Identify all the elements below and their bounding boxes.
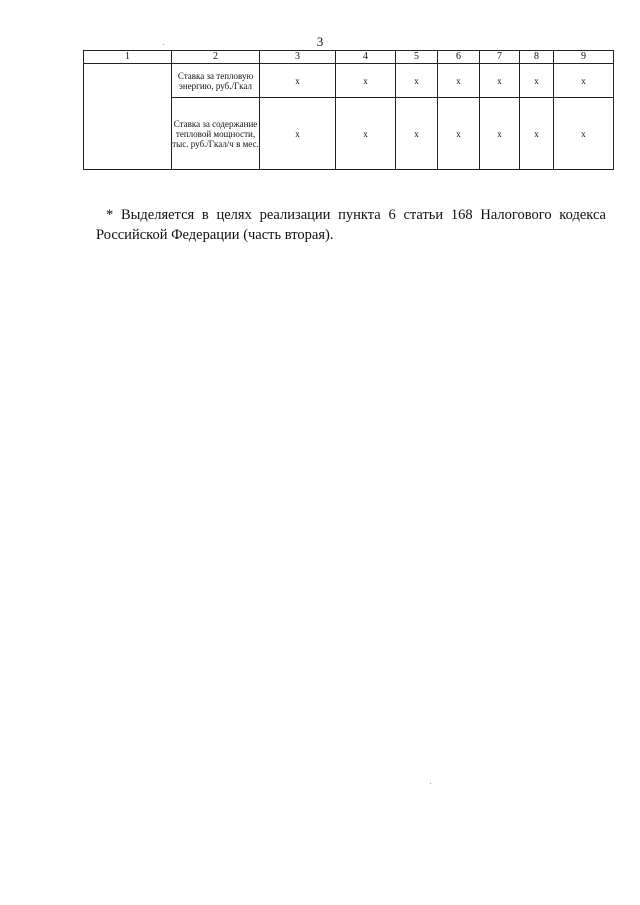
column-header: 5	[396, 51, 438, 64]
footnote: * Выделяется в целях реализации пункта 6 статьи 168 Налогового кодекса Российской Федерации (часть вторая).	[96, 206, 606, 243]
column-header: 9	[554, 51, 614, 64]
table-cell: х	[554, 98, 614, 170]
table-cell: х	[396, 64, 438, 98]
column-header: 3	[260, 51, 336, 64]
table-cell: х	[336, 98, 396, 170]
column-header: 7	[480, 51, 520, 64]
column-header: 1	[84, 51, 172, 64]
table-cell: х	[396, 98, 438, 170]
table-cell: х	[480, 98, 520, 170]
scan-speck	[430, 783, 431, 784]
column-header: 6	[438, 51, 480, 64]
table-header-row	[84, 51, 614, 64]
empty-merged-cell	[84, 64, 172, 170]
table-cell: х	[438, 98, 480, 170]
table-cell: х	[260, 64, 336, 98]
table-cell: х	[260, 98, 336, 170]
page-number: 3	[316, 34, 324, 49]
column-header: 2	[172, 51, 260, 64]
table-cell: х	[520, 64, 554, 98]
table-cell: х	[336, 64, 396, 98]
column-header: 8	[520, 51, 554, 64]
row-label: Ставка за содержание тепловой мощности, тыс. руб./Гкал/ч в мес.	[172, 98, 260, 170]
table-cell: х	[480, 64, 520, 98]
table-cell: х	[554, 64, 614, 98]
table-cell: х	[520, 98, 554, 170]
tariff-table	[83, 50, 614, 170]
row-label: Ставка за тепловую энергию, руб./Гкал	[172, 64, 260, 98]
scan-speck	[163, 44, 164, 45]
table-cell: х	[438, 64, 480, 98]
table-row	[84, 64, 614, 98]
column-header: 4	[336, 51, 396, 64]
